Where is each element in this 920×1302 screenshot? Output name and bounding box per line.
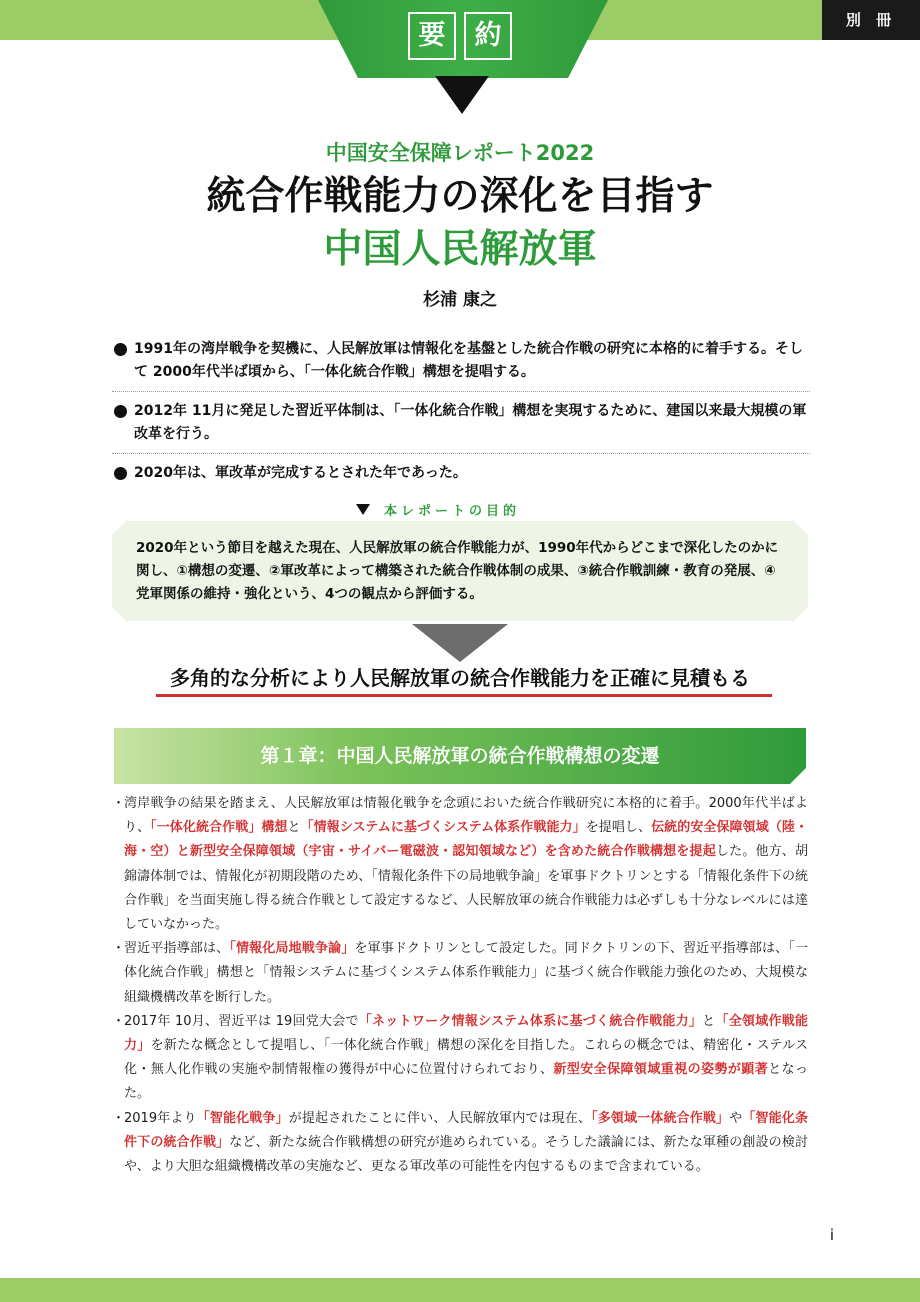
- bullet-dot-icon: [114, 467, 127, 480]
- paragraph-text: を新たな概念として提唱し、「一体化統合作戦」構想の深化を目指した。これらの概念では、精密化・ステルス化・無人化作戦の実施や制情報権の獲得が中心に位置付けられており、: [124, 1038, 808, 1078]
- key-point: [112, 462, 810, 492]
- key-point: [112, 400, 810, 454]
- report-series: 中国安全保障レポート2022: [325, 141, 595, 165]
- bullet-mark: ・: [112, 1013, 126, 1029]
- paragraph-text: 湾岸戦争の結果を踏まえ、人民解放軍は情報化戦争を念頭においた統合作戦研究に本格的に着手。2000年代半ばより、: [124, 796, 808, 836]
- bottom-green-band: [0, 1278, 920, 1302]
- chapter-paragraph: [112, 1107, 808, 1180]
- bullet-dot-icon: [114, 343, 127, 356]
- chapter-paragraph: [112, 792, 808, 937]
- paragraph-text: を軍事ドクトリンとして設定した。同ドクトリンの下、習近平指導部は、「一体化統合作戦」構想と「情報システムに基づくシステム体系作戦能力」に基づく統合作戦能力強化のため、大規模な組織機構改革を断行した。: [124, 941, 808, 1005]
- paragraph-text: した。他方、胡錦濤体制では、情報化が初期段階のため、「情報化条件下の局地戦争論」を軍事ドクトリンとする「情報化条件下の統合作戦」を当面実施し得る統合作戦として設定するなど、人民解放軍の統合作戦能力は必ずしも十分なレベルには達していなかった。: [124, 844, 808, 933]
- bullet-mark: ・: [112, 796, 126, 811]
- paragraph-text: 習近平指導部は、: [124, 941, 230, 957]
- paragraph-text: 2019年より: [124, 1110, 197, 1126]
- paragraph-text: と: [702, 1013, 716, 1029]
- purpose-text: 2020年という節目を越えた現在、人民解放軍の統合作戦能力が、1990年代からどこまで深化したのかに関し、①構想の変遷、②軍改革によって構築された統合作戦体制の成果、③統合作戦訓練・教育の発展、④党軍関係の維持・強化という、4つの観点から評価する。: [136, 540, 779, 602]
- highlight-text: 「智能化戦争」: [196, 1110, 289, 1126]
- highlight-text: 「情報システムに基づくシステム体系作戦能力」: [300, 820, 586, 836]
- down-triangle-icon: [435, 76, 489, 114]
- conclusion-underline: [156, 694, 772, 697]
- paragraph-text: を提唱し、: [585, 820, 652, 836]
- paragraph-text: など、新たな統合作戦構想の研究が進められている。そうした議論には、新たな軍種の創設の検討や、より大胆な組織機構改革の実施など、更なる軍改革の可能性を内包するものまで含まれている。: [124, 1134, 808, 1175]
- paragraph-text: 2017年 10月、習近平は 19回党大会で: [124, 1013, 359, 1029]
- page-number: i: [829, 1226, 835, 1244]
- bullet-dot-icon: [114, 405, 127, 418]
- bullet-mark: ・: [112, 941, 126, 957]
- highlight-text: 伝統的安全保障領域（陸・海・空）と新型安全保障領域（宇宙・サイバー電磁波・認知領域など）を含めた統合作戦構想を提起: [124, 820, 808, 860]
- paragraph-text: となった。: [124, 1062, 808, 1102]
- purpose-box: [112, 521, 808, 621]
- highlight-text: 「ネットワーク情報システム体系に基づく統合作戦能力」: [358, 1013, 703, 1029]
- highlight-text: 「情報化局地戦争論」: [229, 941, 355, 957]
- chapter-title: 第１章：中国人民解放軍の統合作戦構想の変遷: [260, 745, 660, 767]
- author: 杉浦 康之: [423, 290, 497, 310]
- chapter-body: [112, 792, 808, 1179]
- summary-title-char: 要: [408, 12, 456, 60]
- key-points: [112, 338, 810, 500]
- chapter-paragraph: [112, 937, 808, 1010]
- paragraph-text: と: [287, 820, 301, 836]
- summary-title-char: 約: [464, 12, 512, 60]
- sub-title: 中国人民解放軍: [323, 227, 597, 272]
- triangle-down-icon: [356, 504, 370, 515]
- highlight-text: 「全領域作戦能力」: [124, 1013, 808, 1054]
- bullet-mark: ・: [112, 1110, 126, 1126]
- key-point-text: 2012年 11月に発足した習近平体制は、「一体化統合作戦」構想を実現するために、建国以来最大規模の軍改革を行う。: [134, 403, 807, 442]
- separate-volume-tab: 別 冊: [822, 0, 920, 40]
- down-arrow-icon: [412, 624, 508, 662]
- highlight-text: 「多領域一体統合作戦」: [591, 1110, 730, 1126]
- highlight-text: 「智能化条件下の統合作戦」: [124, 1110, 808, 1150]
- key-point-text: 1991年の湾岸戦争を契機に、人民解放軍は情報化を基盤とした統合作戦の研究に本格的に着手する。そして 2000年代半ば頃から、「一体化統合作戦」構想を提唱する。: [134, 341, 803, 380]
- main-title: 統合作戦能力の深化を目指す: [206, 174, 714, 219]
- chapter-paragraph: [112, 1010, 808, 1107]
- paragraph-text: や: [729, 1110, 743, 1126]
- summary-title: [408, 12, 512, 60]
- highlight-text: 「一体化統合作戦」構想: [150, 820, 288, 836]
- key-point-text: 2020年は、軍改革が完成するとされた年であった。: [134, 465, 467, 481]
- conclusion-statement: 多角的な分析により人民解放軍の統合作戦能力を正確に見積もる: [170, 666, 750, 690]
- purpose-heading: [356, 498, 520, 520]
- paragraph-text: が提起されたことに伴い、人民解放軍内では現在、: [288, 1110, 592, 1126]
- chapter-heading-bar: [114, 728, 806, 784]
- purpose-heading-label: 本レポートの目的: [384, 503, 521, 519]
- key-point: [112, 338, 810, 392]
- highlight-text: 新型安全保障領域重視の姿勢が顕著: [553, 1062, 769, 1078]
